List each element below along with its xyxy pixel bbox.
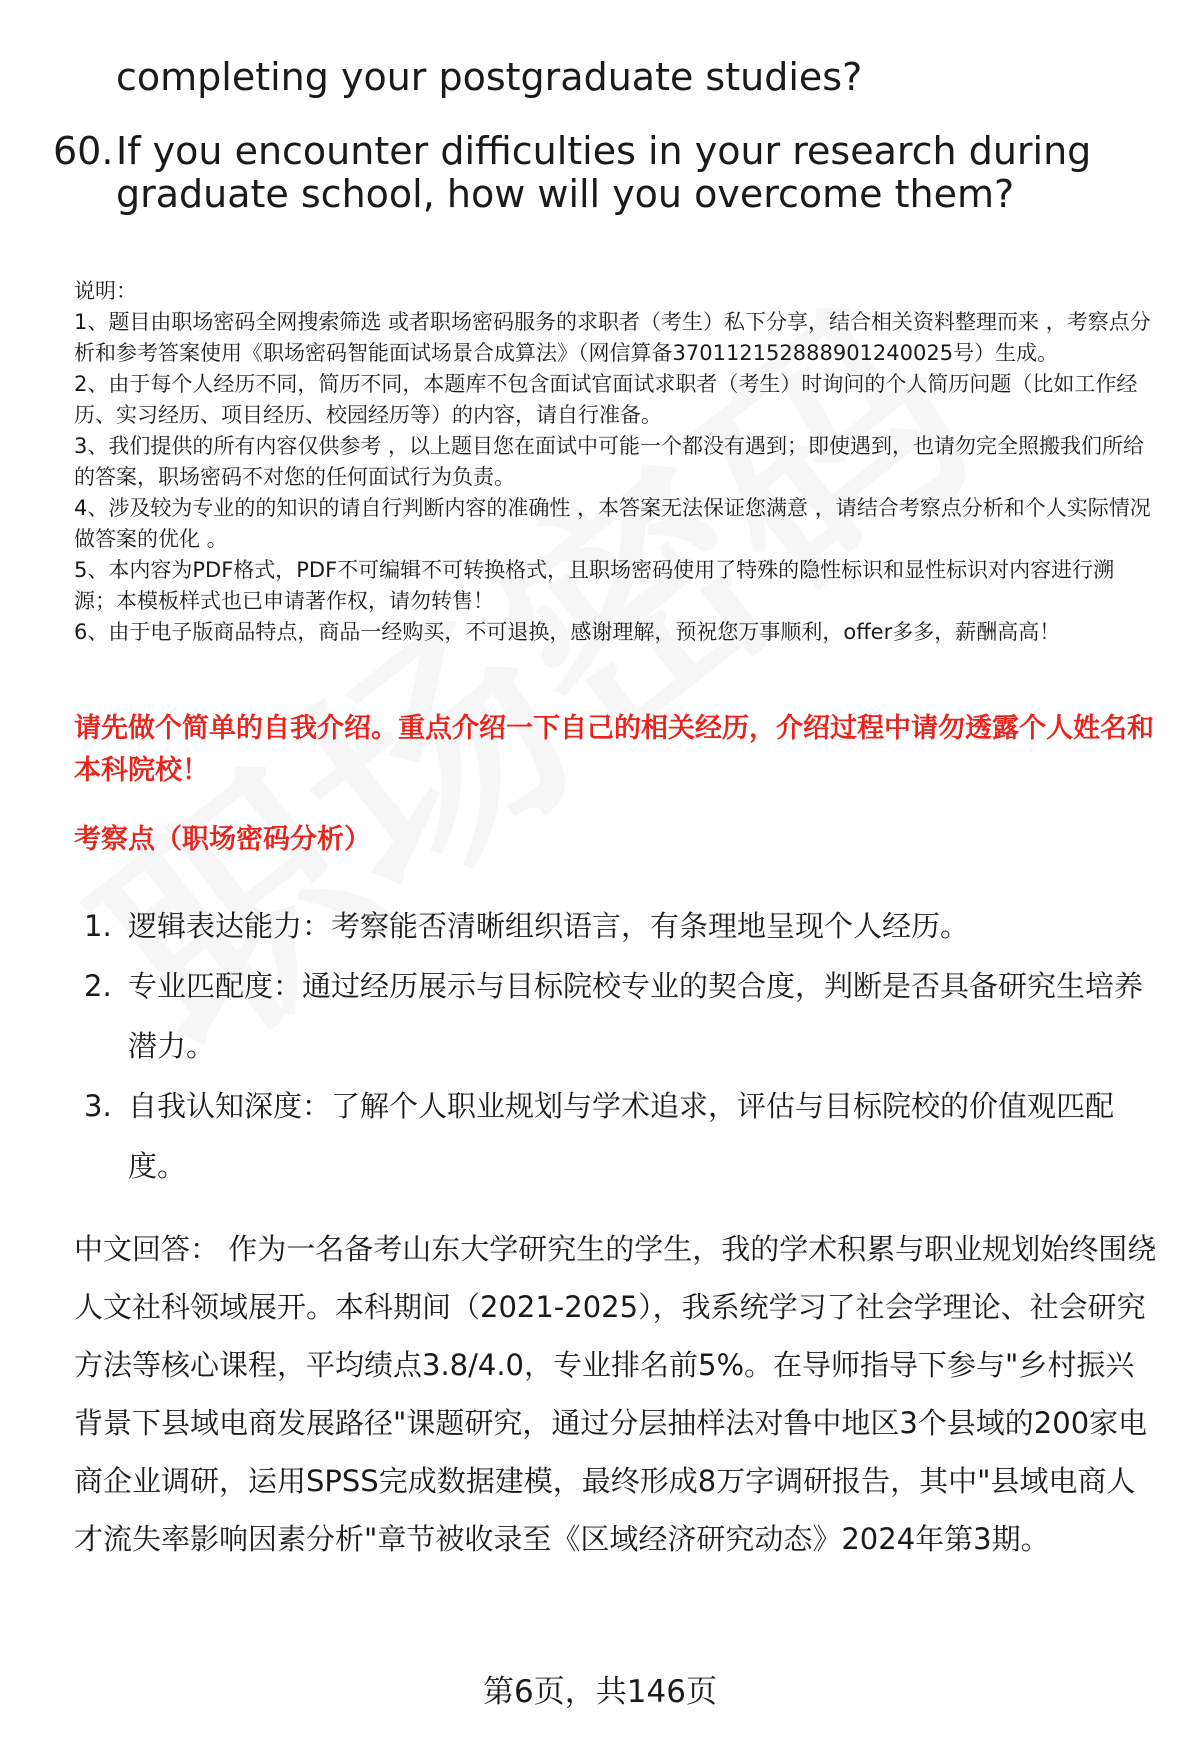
chinese-answer: 中文回答： 作为一名备考山东大学研究生的学生，我的学术积累与职业规划始终围绕人文社科领域展开。本科期间（2021-2025），我系统学习了社会学理论、社会研究方法等核心课程，平均绩点3.8/4.0，专业排名前5%。在导师指导下参与"乡村振兴背景下县域电商发展路径"课题研究，通过分层抽样法对鲁中地区3个县域的200家电商企业调研，运用SPSS完成数据建模，最终形成8万字调研报告，其中"县域电商人才流失率影响因素分析"章节被收录至《区域经济研究动态》2024年第3期。: [74, 1232, 1157, 1556]
page-footer: 第6页，共146页: [483, 1674, 717, 1710]
point-text: 专业匹配度：通过经历展示与目标院校专业的契合度，判断是否具备研究生培养潜力。: [128, 969, 1144, 1063]
note-item: 1、题目由职场密码全网搜索筛选 或者职场密码服务的求职者（考生）私下分享，结合相关资料整理而来 ，考察点分析和参考答案使用《职场密码智能面试场景合成算法》（网信算备370112152888901240025号）生成。: [74, 310, 1151, 365]
analysis-points: [84, 896, 1164, 1196]
note-item: 3、我们提供的所有内容仅供参考 ，以上题目您在面试中可能一个都没有遇到；即使遇到，也请勿完全照搬我们所给的答案，职场密码不对您的任何面试行为负责。: [74, 434, 1145, 489]
note-item: 4、涉及较为专业的的知识的请自行判断内容的准确性 ，本答案无法保证您满意 ，请结合考察点分析和个人实际情况做答案的优化 。: [74, 496, 1151, 551]
note-item: 6、由于电子版商品特点，商品一经购买，不可退换，感谢理解，预祝您万事顺利，offer多多，薪酬高高！: [74, 620, 1061, 644]
notes-section: [74, 276, 1154, 648]
point-number: 3.: [84, 1089, 112, 1123]
analysis-heading: 考察点（职场密码分析）: [74, 824, 371, 855]
analysis-point: [84, 956, 1164, 1076]
intro-question: 请先做个简单的自我介绍。重点介绍一下自己的相关经历，介绍过程中请勿透露个人姓名和本科院校！: [74, 713, 1154, 786]
note-item: 5、本内容为PDF格式，PDF不可编辑不可转换格式，且职场密码使用了特殊的隐性标识和显性标识对内容进行溯源；本模板样式也已申请著作权，请勿转售！: [74, 558, 1115, 613]
point-number: 2.: [84, 969, 112, 1003]
question-line-2: graduate school, how will you overcome them?: [116, 172, 1015, 216]
note-item: 2、由于每个人经历不同，简历不同，本题库不包含面试官面试求职者（考生）时询问的个人简历问题（比如工作经历、实习经历、项目经历、校园经历等）的内容，请自行准备。: [74, 372, 1138, 427]
point-text: 逻辑表达能力：考察能否清晰组织语言，有条理地呈现个人经历。: [128, 909, 970, 943]
analysis-point: [84, 1076, 1164, 1196]
point-text: 自我认知深度：了解个人职业规划与学术追求，评估与目标院校的价值观匹配度。: [128, 1089, 1115, 1183]
notes-heading: 说明：: [74, 279, 137, 303]
point-number: 1.: [84, 909, 112, 943]
previous-question-line: completing your postgraduate studies?: [116, 55, 863, 99]
analysis-point: [84, 896, 1164, 956]
question-number: 60.: [53, 129, 114, 173]
question-line-1: If you encounter difficulties in your research during: [116, 129, 1092, 173]
